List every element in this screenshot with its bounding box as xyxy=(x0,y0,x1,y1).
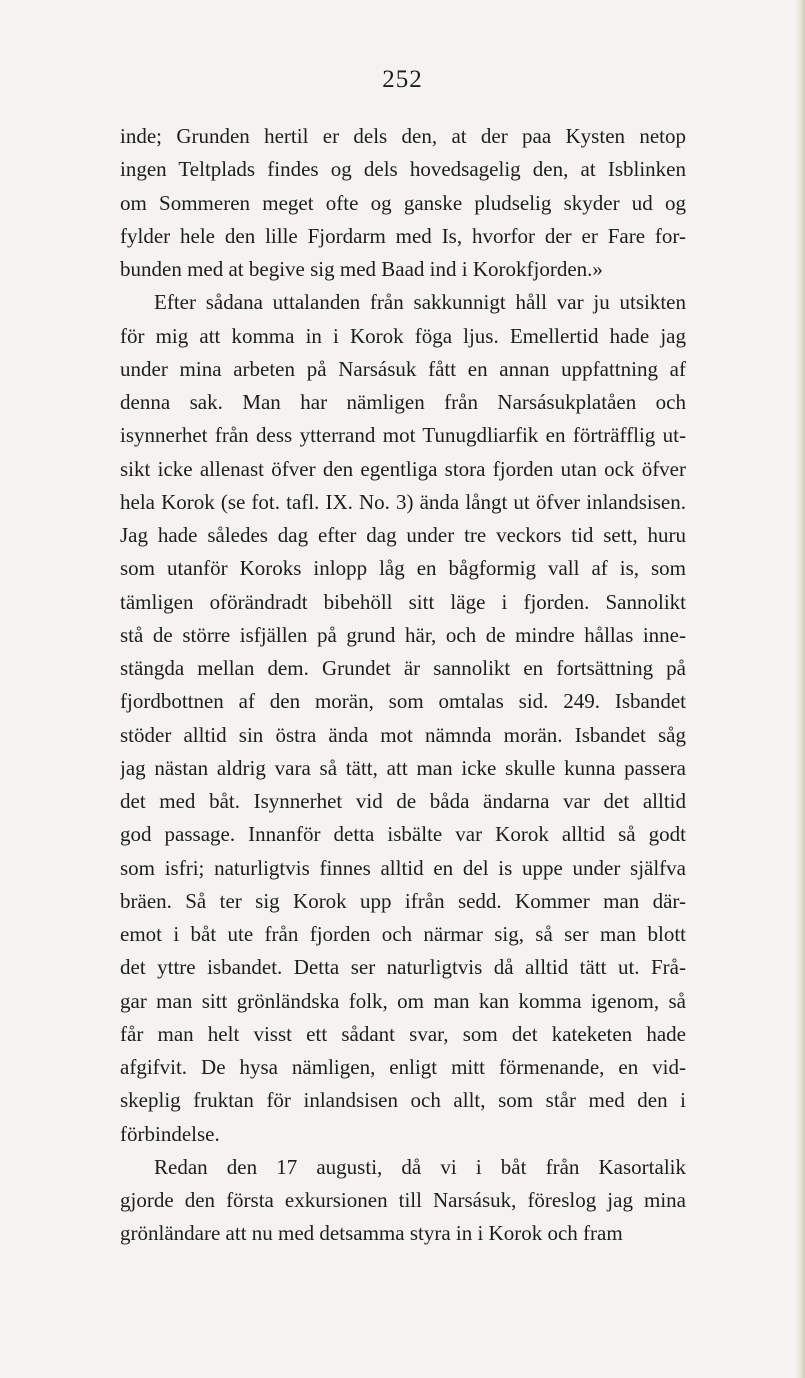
text-line-23: som isfri; naturligtvis finnes alltid en del is uppe under själfva xyxy=(120,855,686,880)
body-text xyxy=(120,120,686,1251)
text-line-32: Redan den 17 augusti, då vi i båt från Kasortalik xyxy=(154,1154,686,1179)
text-line-28: får man helt visst ett sådant svar, som det kateketen hade xyxy=(120,1021,686,1046)
text-line-24: bräen. Så ter sig Korok upp ifrån sedd. Kommer man där- xyxy=(120,888,686,913)
text-line-17: stängda mellan dem. Grundet är sannolikt en fortsättning på xyxy=(120,656,686,680)
text-line-15: tämligen oförändradt bibehöll sitt läge i fjorden. Sannolikt xyxy=(120,589,686,614)
text-line-18: fjordbottnen af den morän, som omtalas sid. 249. Isbandet xyxy=(120,689,686,714)
text-line-2: ingen Teltplads findes og dels hovedsagelig den, at Isblinken xyxy=(120,157,686,182)
text-line-4: fylder hele den lille Fjordarm med Is, hvorfor der er Fare for- xyxy=(120,223,686,248)
text-line-34: grönländare att nu med detsamma styra in i Korok och fram xyxy=(120,1221,623,1246)
text-line-31: förbindelse. xyxy=(120,1121,220,1146)
text-line-3: om Sommeren meget ofte og ganske pludselig skyder ud og xyxy=(120,190,686,215)
page-number: 252 xyxy=(382,66,423,93)
text-line-29: afgifvit. De hysa nämligen, enligt mitt förmenande, en vid- xyxy=(120,1055,686,1079)
text-line-10: isynnerhet från dess ytterrand mot Tunugdliarfik en förträfflig ut- xyxy=(120,423,686,448)
text-line-20: jag nästan aldrig vara så tätt, att man icke skulle kunna passera xyxy=(120,755,686,780)
text-line-13: Jag hade således dag efter dag under tre veckors tid sett, huru xyxy=(120,523,686,547)
text-line-22: god passage. Innanför detta isbälte var Korok alltid så godt xyxy=(120,822,686,847)
text-line-6: Efter sådana uttalanden från sakkunnigt håll var ju utsikten xyxy=(154,290,686,315)
text-line-26: det yttre isbandet. Detta ser naturligtvis då alltid tätt ut. Frå- xyxy=(120,955,686,980)
text-line-11: sikt icke allenast öfver den egentliga stora fjorden utan ock öfver xyxy=(120,456,686,481)
text-line-19: stöder alltid sin östra ända mot nämnda morän. Isbandet såg xyxy=(120,722,686,747)
text-line-12: hela Korok (se fot. tafl. IX. No. 3) ända långt ut öfver inlandsisen. xyxy=(120,489,686,514)
text-line-25: emot i båt ute från fjorden och närmar sig, så ser man blott xyxy=(120,922,686,946)
text-line-16: stå de större isfjällen på grund här, och de mindre hållas inne- xyxy=(120,622,686,647)
text-line-21: det med båt. Isynnerhet vid de båda ändarna var det alltid xyxy=(120,789,686,813)
text-line-27: gar man sitt grönländska folk, om man kan komma igenom, så xyxy=(120,988,686,1013)
text-line-14: som utanför Koroks inlopp låg en bågformig vall af is, som xyxy=(120,556,686,581)
page-edge-shadow xyxy=(795,0,805,1378)
text-line-8: under mina arbeten på Narsásuk fått en annan uppfattning af xyxy=(120,356,686,381)
text-line-30: skeplig fruktan för inlandsisen och allt, som står med den i xyxy=(120,1088,686,1113)
text-line-1: inde; Grunden hertil er dels den, at der paa Kysten netop xyxy=(120,124,686,148)
text-line-33: gjorde den första exkursionen till Narsásuk, föreslog jag mina xyxy=(120,1188,686,1212)
text-line-7: för mig att komma in i Korok föga ljus. Emellertid hade jag xyxy=(120,323,686,348)
text-line-9: denna sak. Man har nämligen från Narsásukplatåen och xyxy=(120,390,686,414)
text-line-5: bunden med at begive sig med Baad ind i Korokfjorden.» xyxy=(120,257,603,281)
